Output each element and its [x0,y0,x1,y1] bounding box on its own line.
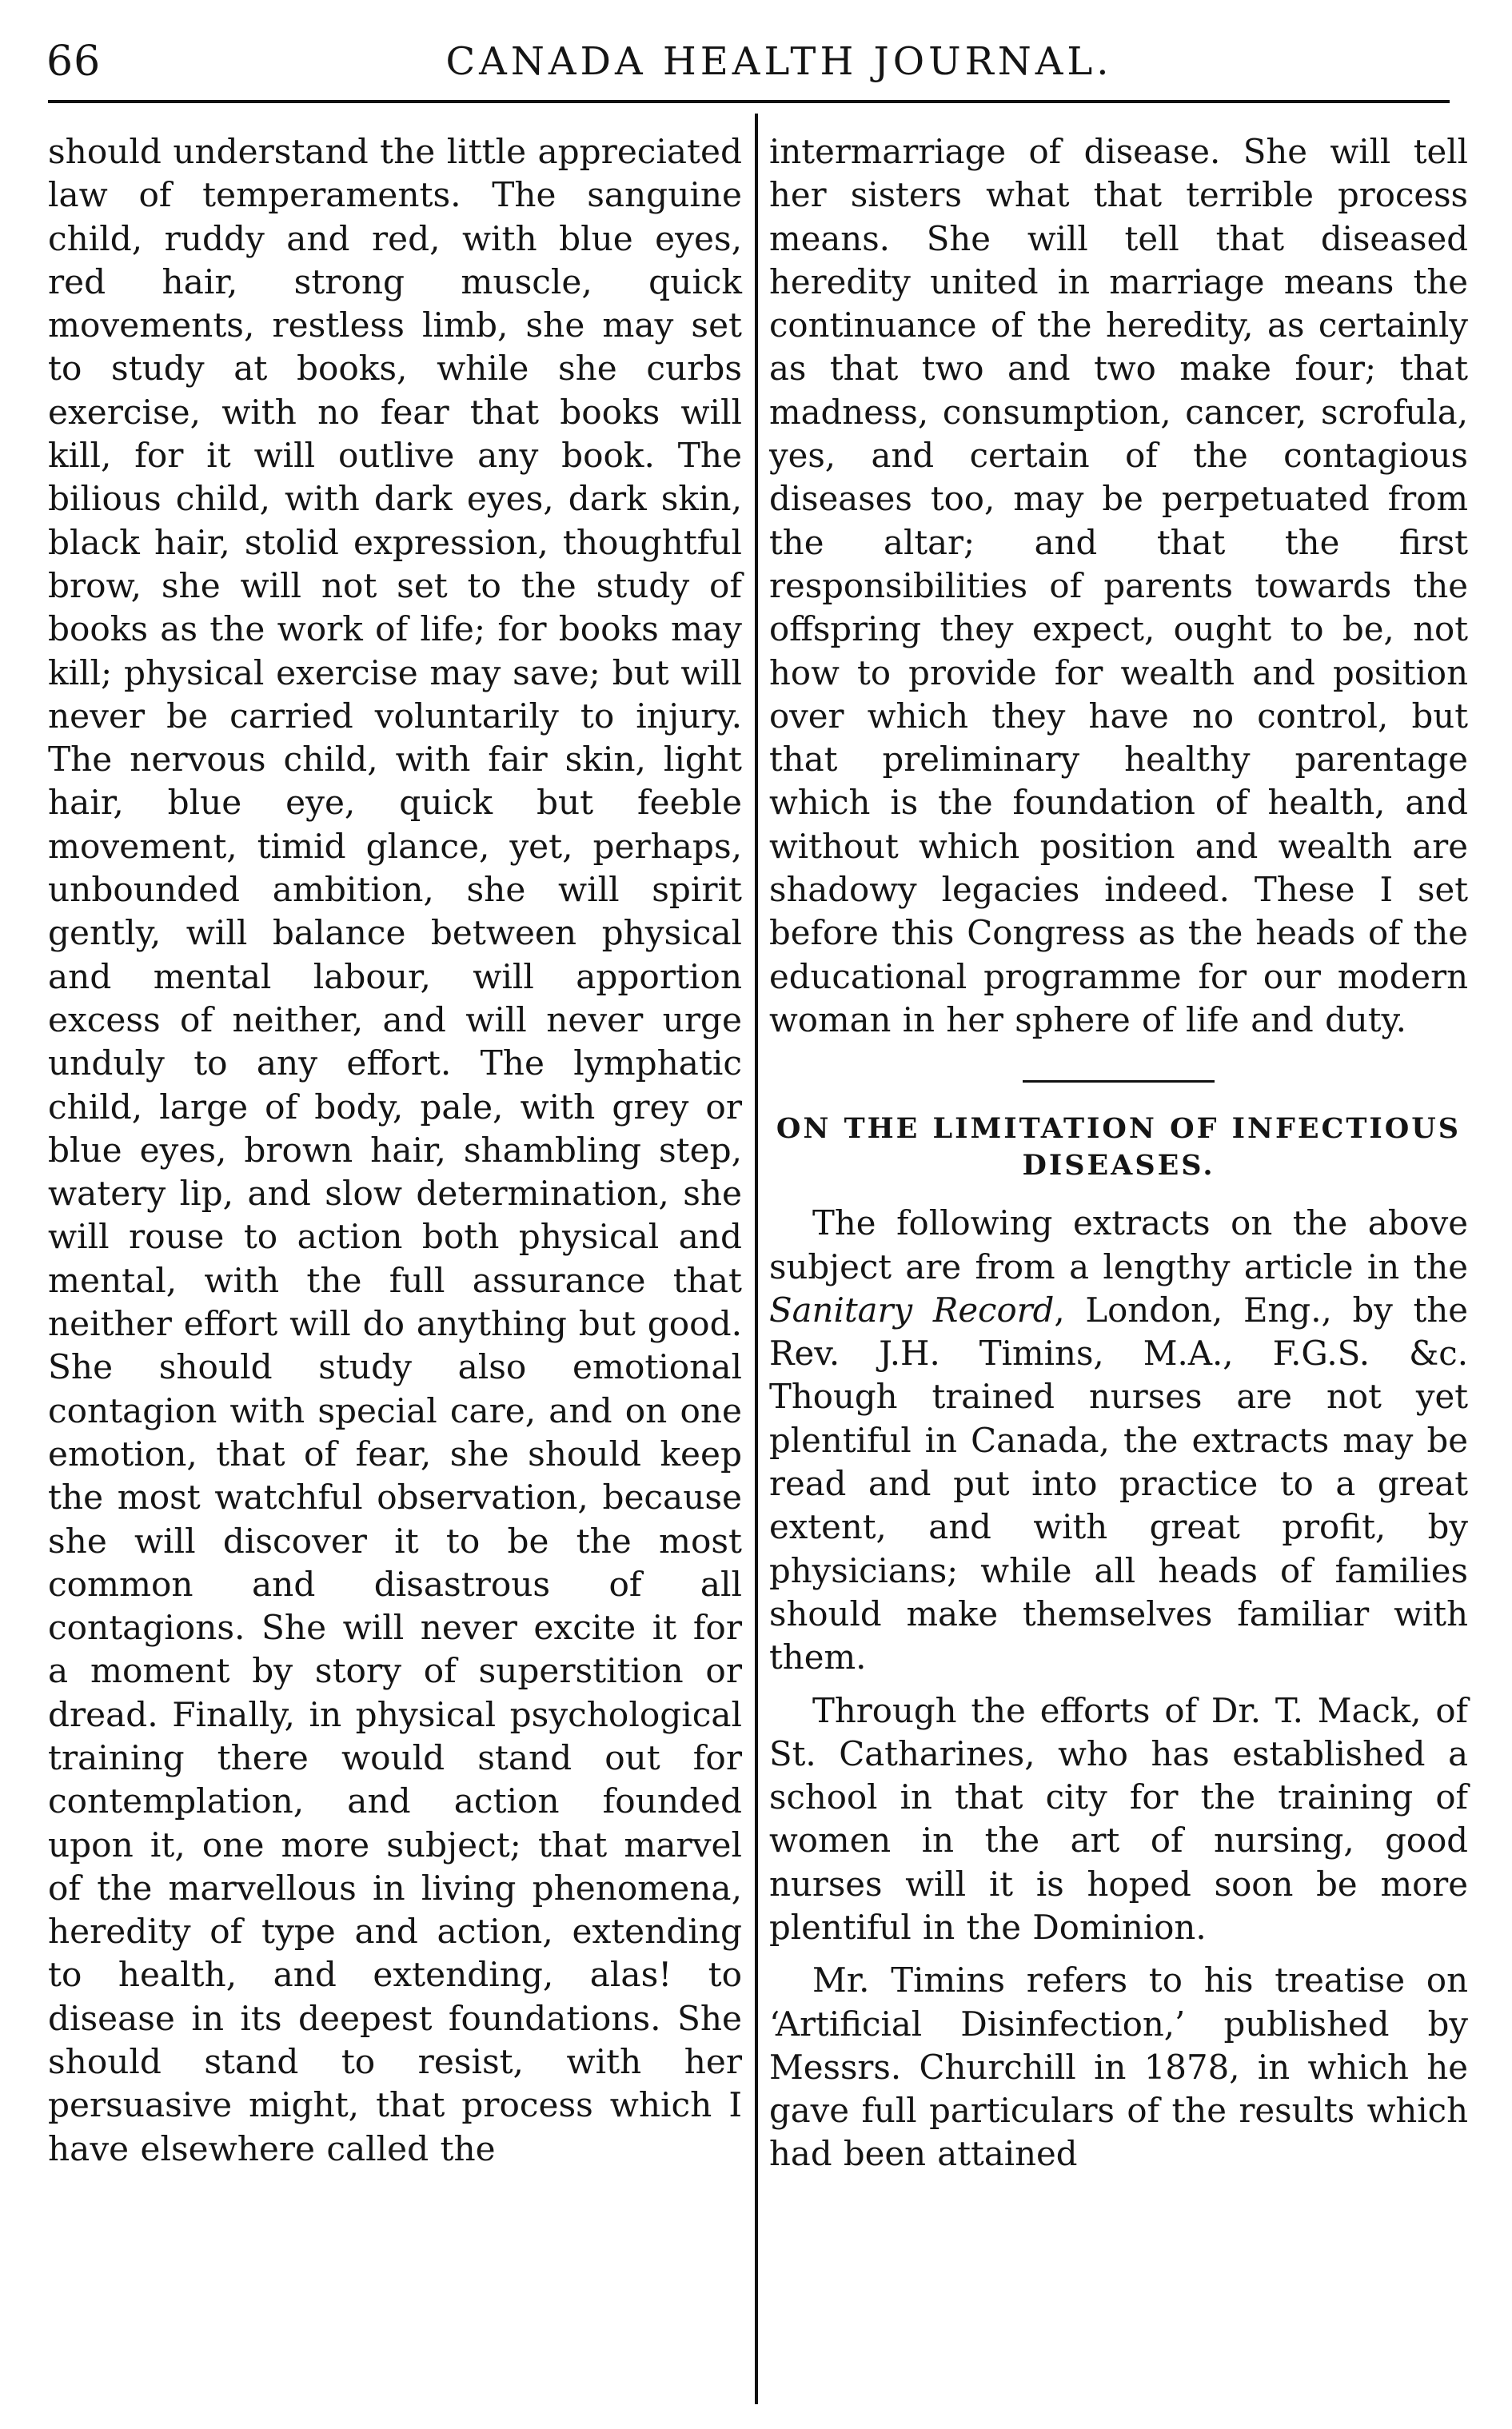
extracts-text-after-title: , London, Eng., by the Rev. J.H. Timins, M.A., F.G.S. &c. Though trained nurses are not yet plentiful in Canada, the extracts may be read and put into practice to a great extent, and with great profit, by physicians; while all heads of families should make themselves familiar with them. [769,1290,1468,1677]
article-continuation: intermarriage of disease. She will tell her sisters what that terrible process means. She will tell that diseased heredity united in marriage means the continuance of the heredity, as certainly as that two and two make four; that madness, consumption, cancer, scrofula, yes, and certain of the contagious diseases too, may be perpetuated from the altar; and that the first responsibilities of parents towards the offspring they expect, ought to be, not how to provide for wealth and position over which they have no control, but that preliminary healthy parentage which is the foundation of health, and without which position and wealth are shadowy legacies indeed. These I set before this Congress as the heads of the educational programme for our modern woman in her sphere of life and duty. [769,132,1468,1039]
timins-treatise-paragraph: Mr. Timins refers to his treatise on ‘Artificial Disinfection,’ published by Messrs. Churchill in 1878, in which he gave full particulars of the results which had been attained [769,1960,1468,2174]
left-column-text: should understand the little appreciated law of temperaments. The sanguine child, ruddy and red, with blue eyes, red hair, strong muscle, quick movements, restless limb, she may set to study at books, while she curbs exercise, with no fear that books will kill, for it will outlive any book. The bilious child, with dark eyes, dark skin, black hair, stolid expression, thoughtful brow, she will not set to the study of books as the work of life; for books may kill; physical exercise may save; but will never be carried voluntarily to injury. The nervous child, with fair skin, light hair, blue eye, quick but feeble movement, timid glance, yet, perhaps, unbounded ambition, she will spirit gently, will balance between physical and mental labour, will apportion excess of neither, and will never urge unduly to any effort. The lymphatic child, large of body, pale, with grey or blue eyes, brown hair, shambling step, watery lip, and slow determination, she will rouse to action both physical and mental, with the full assurance that neither effort will do anything but good. She should study also emotional contagion with special care, and on one emotion, that of fear, she should keep the most watchful observation, because she will discover it to be the most common and disastrous of all contagions. She will never excite it for a moment by story of superstition or dread. Finally, in physical psychological training there would stand out for contemplation, and action founded upon it, one more subject; that marvel of the marvellous in living phenomena, heredity of type and action, extending to health, and extending, alas! to disease in its deepest foundations. She should stand to resist, with her persuasive might, that process which I have elsewhere called the [48,132,742,2168]
section-divider [1023,1080,1215,1083]
article-heading: ON THE LIMITATION OF INFECTIOUS DISEASES. [776,1112,1462,1183]
running-head [46,34,1448,90]
page-number: 66 [46,38,102,86]
right-text-column [769,130,1468,2186]
nursing-school-paragraph: Through the efforts of Dr. T. Mack, of St. Catharines, who has established a school in that city for the training of women in the art of nursing, good nurses will it is hoped soon be more plentiful in the Dominion. [769,1690,1468,1947]
journal-title: CANADA HEALTH JOURNAL. [445,39,1113,84]
column-divider [755,114,758,2404]
sanitary-record-title: Sanitary Record [769,1290,1055,1330]
header-divider [48,100,1450,103]
left-text-column [48,130,742,2171]
extracts-text-before-title: The following extracts on the above subject are from a lengthy article in the [769,1203,1468,1286]
extracts-paragraph [769,1202,1468,1679]
